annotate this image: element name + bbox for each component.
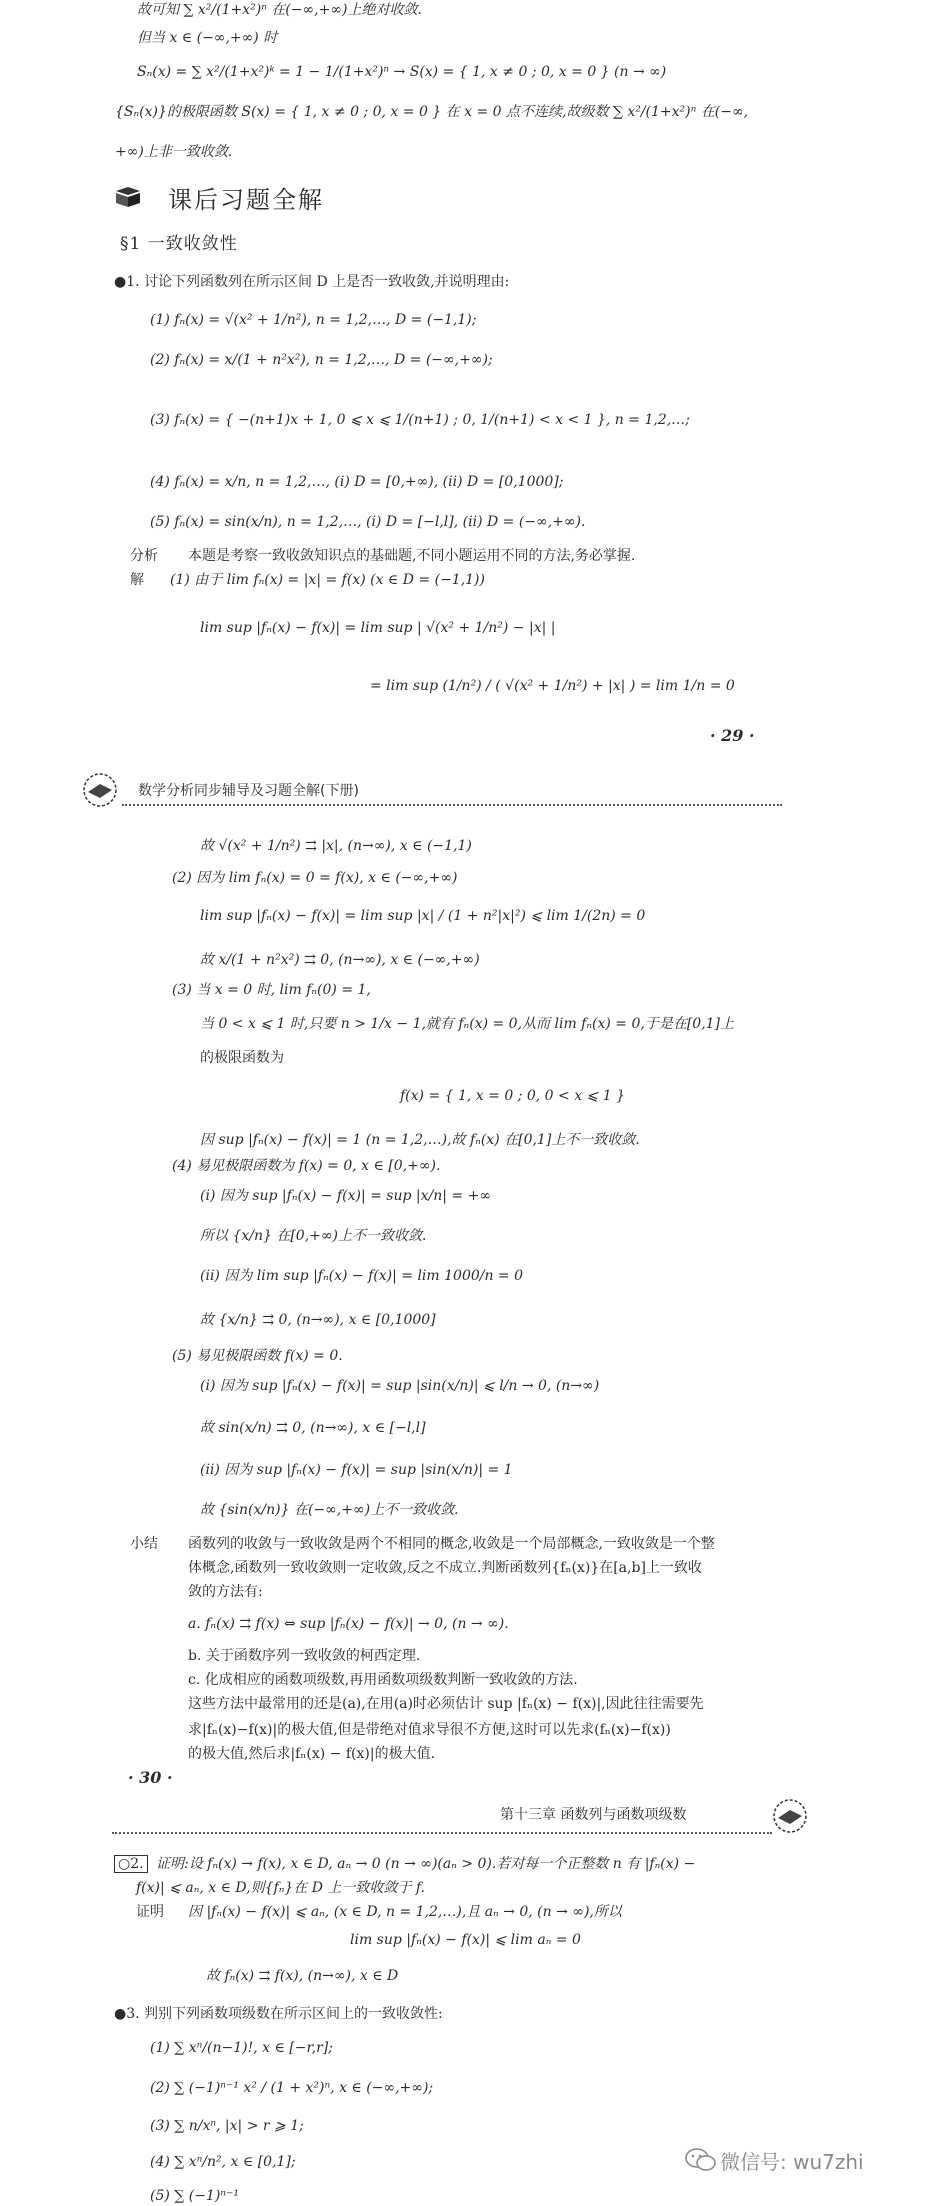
p2-line-10: (4) 易见极限函数为 f(x) = 0, x ∈ [0,+∞). [172,1158,441,1174]
p2-line-3: lim sup |fₙ(x) − f(x)| = lim sup |x| / (1 + n²|x|²) ⩽ lim 1/(2n) = 0 [200,908,646,924]
q2-line-1: 证明:设 fₙ(x) → f(x), x ∈ D, aₙ → 0 (n → ∞)(aₙ > 0).若对每一个正整数 n 有 |fₙ(x) − [156,1856,696,1872]
summary-line-5: b. 关于函数序列一致收敛的柯西定理. [188,1648,421,1664]
wechat-icon [684,2146,718,2174]
q3-item-4: (4) ∑ xⁿ/n², x ∈ [0,1]; [150,2154,296,2170]
q3-item-2: (2) ∑ (−1)ⁿ⁻¹ x² / (1 + x²)ⁿ, x ∈ (−∞,+∞); [150,2080,434,2096]
analysis-text: 本题是考察一致收敛知识点的基础题,不同小题运用不同的方法,务必掌握. [188,548,636,564]
q1-stem: ●1. 讨论下列函数列在所示区间 D 上是否一致收敛,并说明理由: [114,274,510,290]
proof-line-3: 故 fₙ(x) ⇉ f(x), (n→∞), x ∈ D [206,1968,399,1984]
p2-line-13: (ⅱ) 因为 lim sup |fₙ(x) − f(x)| = lim 1000/n = 0 [200,1268,524,1284]
proof-label: 证明 [136,1904,164,1920]
solution-label: 解 [130,572,144,588]
watermark-text: 微信号: wu7zhi [720,2150,864,2174]
p2-line-5: (3) 当 x = 0 时, lim fₙ(0) = 1, [172,982,371,998]
q3-item-1: (1) ∑ xⁿ/(n−1)!, x ∈ [−r,r]; [150,2040,333,2056]
sol1-line-1: (1) 由于 lim fₙ(x) = |x| = f(x) (x ∈ D = (−1,1)) [170,572,485,588]
book-icon [114,185,142,209]
p2-line-17: 故 sin(x/n) ⇉ 0, (n→∞), x ∈ [−l,l] [200,1420,426,1436]
p2-line-11: (ⅰ) 因为 sup |fₙ(x) − f(x)| = sup |x/n| = +∞ [200,1188,491,1204]
q2-number-wrap [114,1854,148,1874]
subsection-title: §1 一致收敛性 [120,234,238,254]
p2-line-19: 故 {sin(x/n)} 在(−∞,+∞)上不一致收敛. [200,1502,459,1518]
p2-line-14: 故 {x/n} ⇉ 0, (n→∞), x ∈ [0,1000] [200,1312,436,1328]
p2-line-8: f(x) = { 1, x = 0 ; 0, 0 < x ⩽ 1 } [400,1088,625,1104]
q3-stem: ●3. 判别下列函数项级数在所示区间上的一致收敛性: [114,2006,443,2022]
p2-line-16: (ⅰ) 因为 sup |fₙ(x) − f(x)| = sup |sin(x/n)| ⩽ l/n → 0, (n→∞) [200,1378,600,1394]
q1-item-4: (4) fₙ(x) = x/n, n = 1,2,…, (ⅰ) D = [0,+∞), (ⅱ) D = [0,1000]; [150,474,564,490]
top-line-1: 故可知 ∑ x²/(1+x²)ⁿ 在(−∞,+∞)上绝对收敛. [137,2,422,18]
summary-line-7: 这些方法中最常用的还是(a),在用(a)时必须估计 sup |fₙ(x) − f(x)|,因此往往需要先 [188,1696,704,1712]
page-number-29: · 29 · [710,726,755,745]
analysis-label: 分析 [130,548,158,564]
q3-item-3: (3) ∑ n/xⁿ, |x| > r ⩾ 1; [150,2118,304,2134]
summary-line-1: 函数列的收敛与一致收敛是两个不相同的概念,收敛是一个局部概念,一致收敛是一个整 [188,1536,715,1552]
summary-line-6: c. 化成相应的函数项级数,再用函数项级数判断一致收敛的方法. [188,1672,578,1688]
summary-line-2: 体概念,函数列一致收敛则一定收敛,反之不成立.判断函数列{fₙ(x)}在[a,b]上一致收 [188,1560,702,1576]
chapter-header: 第十三章 函数列与函数项级数 [500,1807,687,1823]
top-line-5: +∞)上非一致收敛. [115,144,233,160]
p2-line-2: (2) 因为 lim fₙ(x) = 0 = f(x), x ∈ (−∞,+∞) [172,870,458,886]
top-line-3: Sₙ(x) = ∑ x²/(1+x²)ᵏ = 1 − 1/(1+x²)ⁿ → S(x) = { 1, x ≠ 0 ; 0, x = 0 } (n → ∞) [137,64,667,80]
q1-item-3: (3) fₙ(x) = { −(n+1)x + 1, 0 ⩽ x ⩽ 1/(n+1) ; 0, 1/(n+1) < x < 1 }, n = 1,2,…; [150,412,690,428]
summary-line-3: 敛的方法有: [188,1584,263,1600]
p2-line-12: 所以 {x/n} 在[0,+∞)上不一致收敛. [200,1228,427,1244]
proof-line-2: lim sup |fₙ(x) − f(x)| ⩽ lim aₙ = 0 [350,1932,581,1948]
top-line-4: {Sₙ(x)}的极限函数 S(x) = { 1, x ≠ 0 ; 0, x = 0 } 在 x = 0 点不连续,故级数 ∑ x²/(1+x²)ⁿ 在(−∞, [115,104,749,120]
top-line-2: 但当 x ∈ (−∞,+∞) 时 [137,30,278,46]
p2-line-7: 的极限函数为 [200,1050,284,1066]
p2-line-18: (ⅱ) 因为 sup |fₙ(x) − f(x)| = sup |sin(x/n)| = 1 [200,1462,513,1478]
summary-line-8: 求|fₙ(x)−f(x)|的极大值,但是带绝对值求导很不方便,这时可以先求(fₙ(x)−f(x)) [188,1722,671,1738]
header-divider [122,804,782,806]
page-number-30: · 30 · [128,1768,173,1787]
q2-number: ○2. [114,1855,148,1873]
sol1-line-2: lim sup |fₙ(x) − f(x)| = lim sup | √(x² + 1/n²) − |x| | [200,620,556,636]
q1-item-2: (2) fₙ(x) = x/(1 + n²x²), n = 1,2,…, D = (−∞,+∞); [150,352,493,368]
sol1-line-3: = lim sup (1/n²) / ( √(x² + 1/n²) + |x| ) = lim 1/n = 0 [370,678,735,694]
summary-line-4: a. fₙ(x) ⇉ f(x) ⇔ sup |fₙ(x) − f(x)| → 0, (n → ∞). [188,1616,509,1632]
summary-label: 小结 [130,1536,158,1552]
p2-line-9: 因 sup |fₙ(x) − f(x)| = 1 (n = 1,2,…),故 fₙ(x) 在[0,1]上不一致收敛. [200,1132,640,1148]
header-divider-2 [112,1832,772,1834]
book-emblem-icon-right [768,1798,812,1834]
proof-line-1: 因 |fₙ(x) − f(x)| ⩽ aₙ, (x ∈ D, n = 1,2,…),且 aₙ → 0, (n → ∞),所以 [188,1904,622,1920]
section-title: 课后习题全解 [168,186,324,214]
page-header-title: 数学分析同步辅导及习题全解(下册) [138,783,359,799]
p2-line-4: 故 x/(1 + n²x²) ⇉ 0, (n→∞), x ∈ (−∞,+∞) [200,952,480,968]
q1-item-5: (5) fₙ(x) = sin(x/n), n = 1,2,…, (ⅰ) D = [−l,l], (ⅱ) D = (−∞,+∞). [150,514,586,530]
book-emblem-icon [78,772,122,808]
q1-item-1: (1) fₙ(x) = √(x² + 1/n²), n = 1,2,…, D = (−1,1); [150,312,477,328]
summary-line-9: 的极大值,然后求|fₙ(x) − f(x)|的极大值. [188,1746,436,1762]
p2-line-6: 当 0 < x ⩽ 1 时,只要 n > 1/x − 1,就有 fₙ(x) = 0,从而 lim fₙ(x) = 0,于是在[0,1]上 [200,1016,735,1032]
p2-line-15: (5) 易见极限函数 f(x) = 0. [172,1348,343,1364]
q3-item-5: (5) ∑ (−1)ⁿ⁻¹ [150,2188,239,2204]
p2-line-1: 故 √(x² + 1/n²) ⇉ |x|, (n→∞), x ∈ (−1,1) [200,838,472,854]
q2-line-2: f(x)| ⩽ aₙ, x ∈ D,则{fₙ}在 D 上一致收敛于 f. [136,1880,425,1896]
